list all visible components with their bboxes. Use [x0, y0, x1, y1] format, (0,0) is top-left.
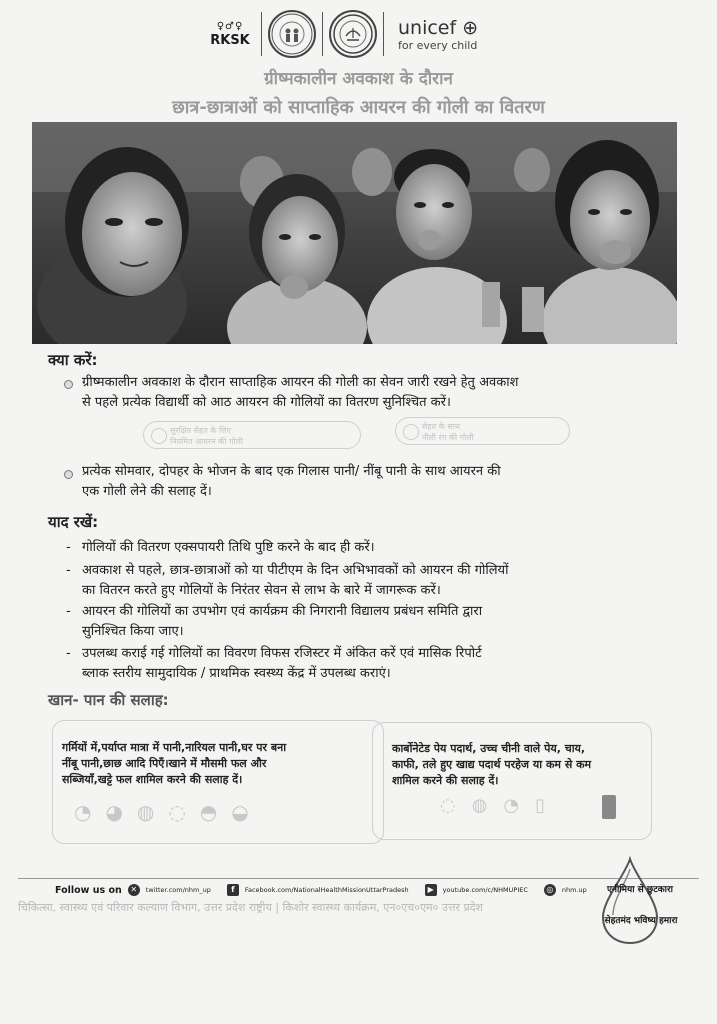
- page-title-line2: छात्र-छात्राओं को साप्ताहिक आयरन की गोली का वितरण: [172, 97, 545, 118]
- unicef-tagline: for every child: [398, 38, 478, 52]
- what-to-do-heading: क्या करें:: [48, 351, 98, 369]
- iron-tablet-badge-left: सुरक्षित सेहत के लिए नियमित आयरन की गोली: [143, 421, 361, 449]
- what-to-do-item-1-line1: ग्रीष्मकालीन अवकाश के दौरान साप्ताहिक आयरन की गोली का सेवन जारी रखने हेतु अवकाश: [82, 375, 519, 390]
- drop-slogan-line1: एनीमिया से छुटकारा: [606, 885, 674, 895]
- unicef-logo: [398, 17, 478, 52]
- junk-food-illustration-icon: ◌◍◔▯: [440, 795, 562, 816]
- what-to-do-item-1-line2: से पहले प्रत्येक विद्यार्थी को आठ आयरन की गोलियों का वितरण सुनिश्चित करें।: [82, 395, 451, 410]
- fruits-illustration-icon: ◔◕◍◌◓◒: [74, 800, 263, 824]
- divider: [322, 12, 323, 56]
- follow-label: Follow us on: [55, 884, 122, 896]
- tablet-icon: [151, 428, 167, 444]
- page-title-line1: ग्रीष्मकालीन अवकाश के दौरान: [264, 69, 453, 89]
- social-links: [55, 884, 597, 896]
- remember-item: अवकाश से पहले, छात्र-छात्राओं को या पीटीएम के दिन अभिभावकों को आयरन की गोलियों का वितरन करते हुए गोलियों के निरंतर सेवन से लाभ के बारे में जागरूक करें।: [82, 563, 509, 598]
- soda-can-icon: [602, 795, 616, 819]
- youtube-link[interactable]: youtube.com/c/NHMUPIEC: [442, 886, 528, 894]
- students-photo: [32, 122, 677, 344]
- facebook-icon: f: [227, 884, 239, 896]
- dash-marker: -: [66, 540, 71, 555]
- up-government-seal-icon: [329, 10, 377, 58]
- what-to-do-item-2: [82, 462, 682, 502]
- youtube-icon: ▶: [425, 884, 437, 896]
- nhm-logo: [268, 10, 316, 58]
- remember-heading: याद रखें:: [48, 513, 99, 531]
- dash-marker: -: [66, 646, 71, 661]
- diet-advice-right-text: कार्बोनेटेड पेय पदार्थ, उच्च चीनी वाले पेय, चाय, काफी, तले हुए खाद्य पदार्थ परहेज या कम से कम शामिल करने की सलाह दें।: [392, 742, 592, 787]
- twitter-link[interactable]: twitter.com/nhm_up: [145, 886, 211, 894]
- instagram-link[interactable]: nhm.up: [561, 886, 587, 894]
- remember-item: गोलियों की वितरण एक्सपायरी तिथि पुष्टि करने के बाद ही करें।: [82, 540, 375, 555]
- bullet-icon: [64, 380, 73, 389]
- remember-item: आयरन की गोलियों का उपभोग एवं कार्यक्रम की निगरानी विद्यालय प्रबंधन समिति द्वारा सुनिश्चित किया जाए।: [82, 604, 483, 639]
- unicef-name: unicef: [398, 16, 457, 39]
- nhm-emblem-icon: [270, 12, 314, 56]
- what-to-do-item-1: [82, 373, 682, 413]
- rksk-figures-icon: ♀♂♀: [216, 20, 244, 32]
- bullet-icon: [64, 470, 73, 479]
- anemia-drop-logo-icon: [585, 855, 675, 945]
- dash-marker: -: [66, 563, 71, 578]
- what-to-do-item-2-line2: एक गोली लेने की सलाह दें।: [82, 484, 212, 499]
- diet-heading: खान- पान की सलाह:: [48, 691, 169, 709]
- twitter-icon: ✕: [128, 884, 140, 896]
- rksk-label: RKSK: [210, 32, 250, 48]
- what-to-do-item-2-line1: प्रत्येक सोमवार, दोपहर के भोजन के बाद एक गिलास पानी/ नींबू पानी के साथ आयरन की: [82, 464, 501, 479]
- diet-advice-left-text: गर्मियों में,पर्याप्त मात्रा में पानी,नारियल पानी,घर पर बना नींबू पानी,छाछ आदि पिएँ।खाने में मौसमी फल और सब्जियाँ,खट्टे फल शामिल करने की सलाह दें।: [62, 741, 287, 786]
- instagram-icon: ◎: [544, 884, 556, 896]
- unicef-globe-icon: ⊕: [462, 16, 479, 39]
- rksk-logo: [205, 21, 255, 48]
- dash-marker: -: [66, 604, 71, 619]
- facebook-link[interactable]: Facebook.com/NationalHealthMissionUttarPradesh: [244, 886, 409, 894]
- iron-tablet-badge-right: सेहत के साथ नीली रंग की गोली: [395, 417, 570, 445]
- tablet-icon: [403, 424, 419, 440]
- header-logos: [205, 8, 505, 60]
- divider: [261, 12, 262, 56]
- remember-item: उपलब्ध कराई गई गोलियों का विवरण विफस रजिस्टर में अंकित करें एवं मासिक रिपोर्ट ब्लाक स्तरीय सामुदायिक / प्राथमिक स्वस्थ्य केंद्र में उपलब्ध कराएं।: [82, 646, 482, 681]
- divider: [383, 12, 384, 56]
- drop-slogan-line2: सेहतमंद भविष्य हमारा: [604, 916, 678, 926]
- department-footer: चिकित्सा, स्वास्थ्य एवं परिवार कल्याण विभाग, उत्तर प्रदेश राष्ट्रीय | किशोर स्वास्थ्य कार्यक्रम, एन०एच०एम० उत्तर प्रदेश: [18, 901, 484, 914]
